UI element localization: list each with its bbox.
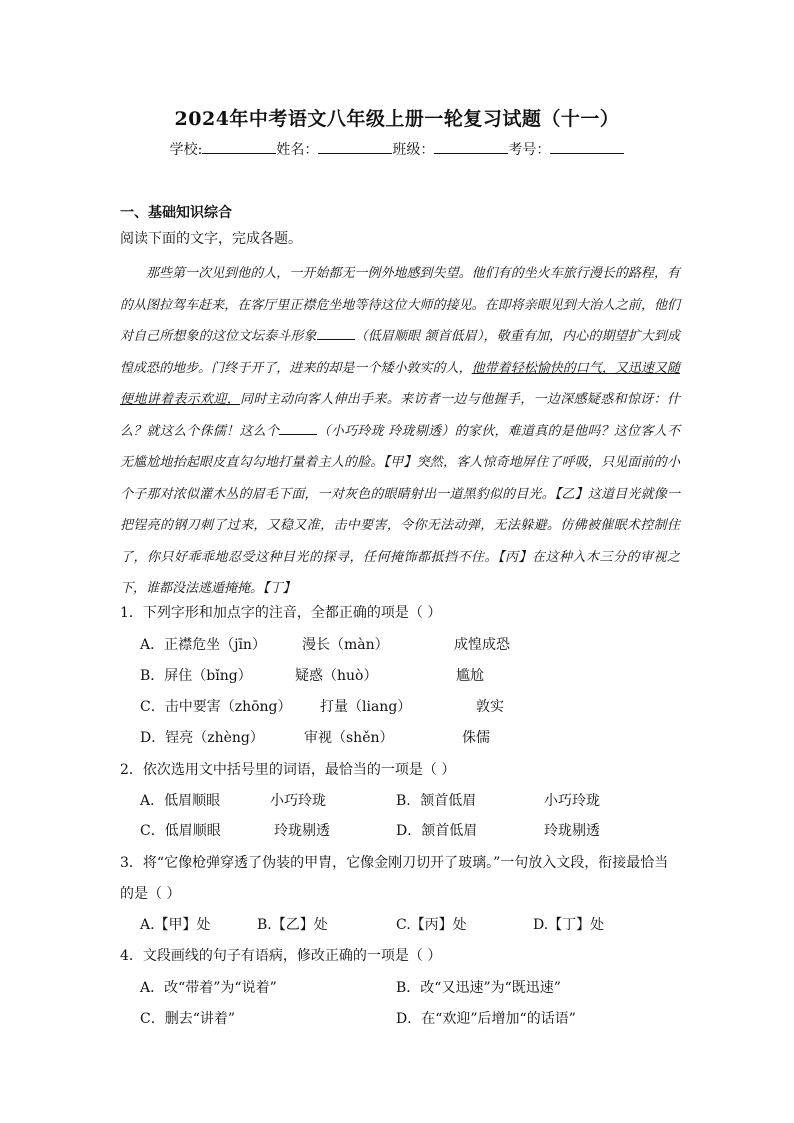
- q2-option-d-word2: 玲珑剔透: [544, 823, 600, 839]
- reading-passage: [120, 258, 680, 605]
- q1-option-a: A．正襟危坐（jīn）: [140, 637, 266, 653]
- q4-option-d: D．在“欢迎”后增加“的话语”: [396, 1011, 576, 1027]
- class-blank[interactable]: [434, 141, 508, 154]
- q3-option-b: B.【乙】处: [257, 917, 328, 933]
- q1-option-b-word3: 尴尬: [456, 668, 484, 684]
- q1-option-d-word2: 审视（shěn）: [304, 730, 394, 746]
- school-label: 学校:: [169, 142, 203, 158]
- q2-option-c: C．低眉顺眼: [140, 823, 221, 839]
- name-blank[interactable]: [318, 141, 392, 154]
- fill-blank-2[interactable]: [279, 422, 317, 435]
- q1-option-b: B．屏住（bǐng）: [140, 668, 252, 684]
- q1-option-d-word3: 侏儒: [462, 730, 490, 746]
- question-2-stem: 2．依次选用文中括号里的词语，最恰当的一项是（ ）: [120, 762, 456, 778]
- q1-option-a-word2: 漫长（màn）: [302, 637, 389, 653]
- q2-option-c-word2: 玲珑剔透: [274, 823, 330, 839]
- passage-part-4: （小巧玲珑 玲珑剔透）的家伙，难道真的是他吗？这位客人不无尴尬地抬起眼皮直勾勾地打量着主人的脸。【甲】突然，客人惊奇地屏住了呼吸，只见面前的小个子那对浓似灌木丛的眉毛下面，一对灰色的眼睛射出一道黑豹似的目光。【乙】这道目光就像一把锃亮的钢刀刺了过来，又稳又准，击中要害，令你无法动弹，无法躲避。仿佛被催眠术控制住了，你只好乖乖地忍受这种目光的探寻，任何掩饰都抵挡不住。【丙】在这种入木三分的审视之下，谁都没法逃遁掩掩。【丁】: [120, 423, 680, 596]
- q1-option-a-word3: 成惶成恐: [454, 637, 510, 653]
- underlined-sentence: 他带着轻松愉快的口气，又迅速又随便地讲着表示欢迎，: [120, 360, 680, 407]
- passage-part-3: 同时主动向客人伸出手来。来访者一边与他握手，一边深感疑惑和惊讶：什么？就这么个侏儒！这么个: [120, 392, 680, 439]
- q1-option-c-word2: 打量（liang）: [320, 699, 412, 715]
- question-3-stem-line1: 3．将“它像枪弹穿透了伪装的甲胄，它像金刚刀切开了玻璃。”一句放入文段，衔接最恰当: [120, 855, 669, 871]
- school-blank[interactable]: [202, 141, 276, 154]
- question-4-stem: 4．文段画线的句子有语病，修改正确的一项是（ ）: [120, 948, 442, 964]
- class-label: 班级：: [392, 142, 435, 158]
- q3-option-c: C.【丙】处: [396, 917, 467, 933]
- q2-option-a-word2: 小巧玲珑: [270, 793, 326, 809]
- exam-no-blank[interactable]: [550, 141, 624, 154]
- passage-part-1: 那些第一次见到他的人，一开始都无一例外地感到失望。他们有的坐火车旅行漫长的路程，有的从图拉驾车赶来，在客厅里正襟危坐地等待这位大师的接见。在即将亲眼见到大治人之前，他们对自己所想象的这位文坛泰斗形象: [120, 266, 680, 344]
- q2-option-b-word2: 小巧玲珑: [544, 793, 600, 809]
- section-intro: 阅读下面的文字，完成各题。: [120, 231, 302, 247]
- q4-option-c: C．删去“讲着”: [140, 1011, 236, 1027]
- question-3-stem-line2: 的是（ ）: [120, 886, 181, 902]
- q3-option-d: D.【丁】处: [533, 917, 605, 933]
- q1-option-c: C．击中要害（zhōng）: [140, 699, 292, 715]
- q2-option-d: D．颔首低眉: [396, 823, 478, 839]
- q4-option-b: B．改“又迅速”为“既迅速”: [396, 980, 561, 996]
- q1-option-d: D．锃亮（zhèng）: [140, 730, 264, 746]
- section-heading: 一、基础知识综合: [120, 205, 232, 221]
- q1-option-b-word2: 疑惑（huò）: [295, 668, 378, 684]
- question-1-stem: 1．下列字形和加点字的注音，全都正确的项是（ ）: [120, 605, 442, 621]
- student-info-line: [0, 139, 794, 159]
- page-title: 2024年中考语文八年级上册一轮复习试题（十一）: [174, 108, 620, 130]
- q3-option-a: A.【甲】处: [140, 917, 211, 933]
- name-label: 姓名：: [276, 142, 319, 158]
- q2-option-b: B．颔首低眉: [396, 793, 477, 809]
- q2-option-a: A．低眉顺眼: [140, 793, 221, 809]
- exam-no-label: 考号：: [508, 142, 551, 158]
- q4-option-a: A．改“带着”为“说着”: [140, 980, 277, 996]
- passage-part-2: （低眉顺眼 颔首低眉），敬重有加，内心的期望扩大到成惶成恐的地步。门终于开了，进来的却是一个矮小敦实的人，: [120, 329, 680, 376]
- q1-option-c-word3: 敦实: [476, 699, 504, 715]
- fill-blank-1[interactable]: [317, 327, 355, 340]
